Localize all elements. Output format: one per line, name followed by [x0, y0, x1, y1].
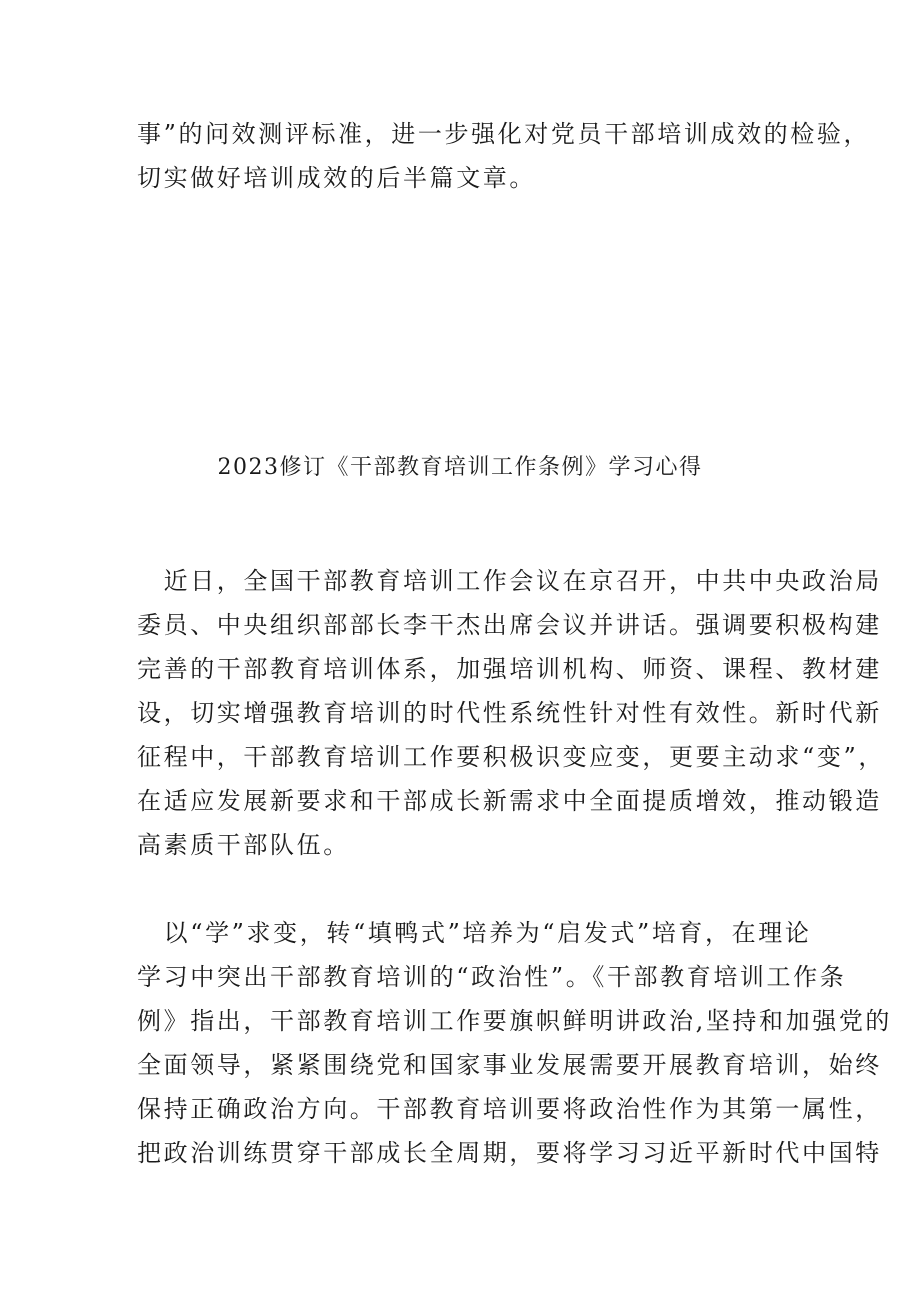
paragraph-line: 设，切实增强教育培训的时代性系统性针对性有效性。新时代新 — [137, 699, 882, 727]
paragraph-line: 近日，全国干部教育培训工作会议在京召开，中共中央政治局 — [137, 567, 882, 595]
paragraph-line: 例》指出，干部教育培训工作要旗帜鲜明讲政治,坚持和加强党的 — [137, 1007, 893, 1035]
article-title: 2023修订《干部教育培训工作条例》学习心得 — [217, 455, 703, 480]
paragraph-line: 把政治训练贯穿干部成长全周期，要将学习习近平新时代中国特 — [137, 1139, 882, 1167]
paragraph-2 — [137, 911, 893, 1175]
paragraph-line: 完善的干部教育培训体系，加强培训机构、师资、课程、教材建 — [137, 655, 882, 683]
paragraph-1 — [137, 559, 885, 867]
paragraph-line: 在适应发展新要求和干部成长新需求中全面提质增效，推动锻造 — [137, 787, 882, 815]
paragraph-line: 事”的问效测评标准，进一步强化对党员干部培训成效的检验， — [137, 120, 871, 148]
paragraph-line: 学习中突出干部教育培训的“政治性”。《干部教育培训工作条 — [137, 963, 847, 991]
paragraph-line: 以“学”求变，转“填鸭式”培养为“启发式”培育，在理论 — [137, 919, 812, 947]
continuation-paragraph — [137, 112, 871, 200]
paragraph-line: 切实做好培训成效的后半篇文章。 — [137, 164, 536, 192]
paragraph-line: 全面领导，紧紧围绕党和国家事业发展需要开展教育培训，始终 — [137, 1051, 882, 1079]
paragraph-line: 保持正确政治方向。干部教育培训要将政治性作为其第一属性， — [137, 1095, 882, 1123]
paragraph-line: 委员、中央组织部部长李干杰出席会议并讲话。强调要积极构建 — [137, 611, 882, 639]
paragraph-line: 高素质干部队伍。 — [137, 831, 350, 859]
paragraph-line: 征程中，干部教育培训工作要积极识变应变，更要主动求“变”， — [137, 743, 885, 771]
